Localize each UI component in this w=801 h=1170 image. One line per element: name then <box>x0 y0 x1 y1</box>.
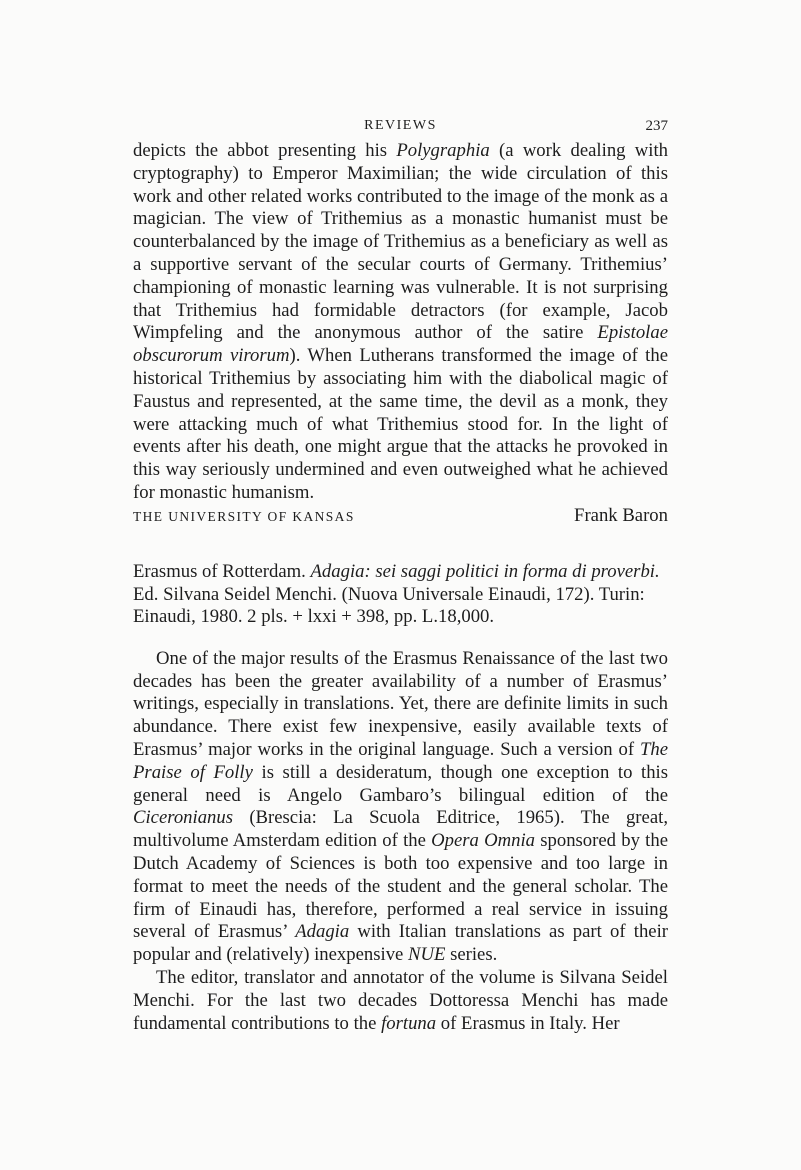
text-run: with Italian translations as part of their popular and (relatively) inexpensive <box>133 921 668 966</box>
review-signoff <box>133 505 668 527</box>
italic-title: NUE <box>408 944 446 966</box>
running-head <box>133 118 668 140</box>
text-run: of Erasmus in Italy. Her <box>436 1012 620 1034</box>
reviewer-institution: THE UNIVERSITY OF KANSAS <box>133 508 355 524</box>
text-run: (a work dealing with cryptography) to Emperor Maximilian; the wide circulation of this work and other related works contributed to the image of the monk as a magician. The view of Trithemius as a monastic humanist must be counterbalanced by the image of Trithemius as a beneficiary as well as a supportive servant of the secular courts of Germany. Trithemius’ championing of monastic learning was vulnerable. It is not surprising that Trithemius had formidable detractors (for example, Jacob Wimpfeling and the anonymous author of the satire <box>133 140 668 344</box>
review-paragraph <box>133 648 668 967</box>
text-run: depicts the abbot presenting his <box>133 140 397 161</box>
citation-title: Adagia: sei saggi politici in forma di proverbi. <box>310 560 660 582</box>
text-run: One of the major results of the Erasmus Renaissance of the last two decades has been the greater availability of a number of Erasmus’ writings, especially in translations. Yet, there are definite limits in such abundance. There exist few inexpensive, easily available texts of Erasmus’ major works in the original language. Such a version of <box>133 647 668 761</box>
citation-details: Ed. Silvana Seidel Menchi. (Nuova Universale Einaudi, 172). Turin: Einaudi, 1980. 2 pls. + lxxi + 398, pp. L.18,000. <box>133 583 645 628</box>
page-number: 237 <box>645 118 668 134</box>
text-run: The editor, translator and annotator of the volume is Silvana Seidel Menchi. For the last two decades Dottoressa Menchi has made fundamental contributions to the <box>133 966 668 1034</box>
citation-author: Erasmus of Rotterdam. <box>133 560 311 582</box>
text-run: (Brescia: La Scuola Editrice, 1965). The great, multivolume Amsterdam edition of the <box>133 807 668 852</box>
italic-title: Adagia <box>295 921 350 943</box>
review-paragraph <box>133 967 668 1035</box>
text-run: is still a desideratum, though one exception to this general need is Angelo Gambaro’s bilingual edition of the <box>133 761 668 806</box>
review-body <box>133 648 668 1036</box>
review-continuation-paragraph <box>133 140 668 505</box>
italic-title: Ciceronianus <box>133 807 234 829</box>
book-citation <box>133 561 668 629</box>
italic-term: fortuna <box>381 1012 437 1034</box>
italic-title: The Praise of Folly <box>133 739 668 783</box>
text-run: ). When Lutherans transformed the image of the historical Trithemius by associating him with the diabolical magic of Faustus and represented, at the same time, the devil as a monk, they were attacking much of what Trithemius stood for. In the light of events after his death, one might argue that the attacks he provoked in this way seriously undermined and even outweighed what he achieved for monastic humanism. <box>133 345 668 503</box>
italic-title: Polygraphia <box>396 140 490 161</box>
text-run: sponsored by the Dutch Academy of Sciences is both too expensive and too large in format to meet the needs of the student and the general scholar. The firm of Einaudi has, therefore, performed a real service in issuing several of Erasmus’ <box>133 830 668 943</box>
italic-title: Epistolae obscurorum virorum <box>133 322 668 367</box>
running-title: REVIEWS <box>364 118 437 133</box>
italic-title: Opera Omnia <box>431 830 535 852</box>
reviewer-name: Frank Baron <box>574 504 668 526</box>
page <box>133 118 668 1035</box>
text-run: series. <box>445 944 498 966</box>
